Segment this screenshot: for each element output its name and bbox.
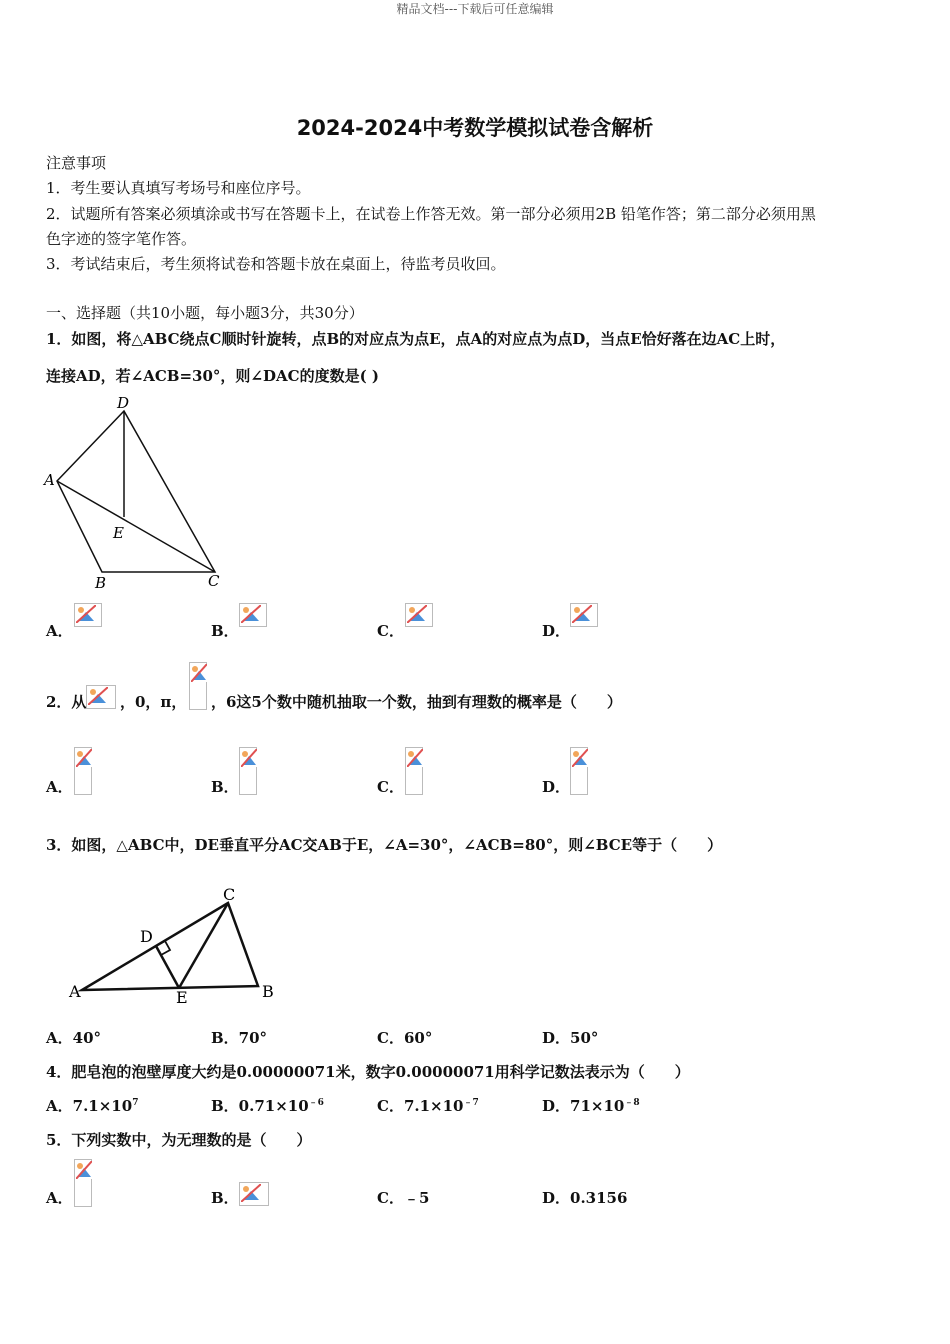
image-placeholder-icon	[74, 603, 102, 627]
q1-option-c[interactable]: C．	[377, 622, 404, 640]
notice-item-3: 3．考试结束后，考生须将试卷和答题卡放在桌面上，待监考员收回。	[46, 255, 506, 273]
image-placeholder-icon	[189, 662, 207, 710]
q3-figure	[60, 880, 290, 1010]
q1-option-a[interactable]: A．	[46, 622, 73, 640]
image-placeholder-icon	[570, 747, 588, 795]
q3-fig-label-a: A	[69, 982, 81, 1001]
page-header: 精品文档---下载后可任意编辑	[396, 2, 554, 16]
notice-item-1: 1．考生要认真填写考场号和座位序号。	[46, 179, 311, 197]
q3-fig-label-b: B	[262, 982, 274, 1001]
q5-text: 5．下列实数中，为无理数的是（ ）	[46, 1131, 312, 1149]
q1-option-d[interactable]: D．	[542, 622, 571, 640]
q2-text-prefix: 2．从	[46, 693, 87, 711]
q3-fig-label-c: C	[223, 885, 236, 904]
q3-option-a[interactable]: A．40°	[46, 1029, 102, 1047]
image-placeholder-icon	[74, 747, 92, 795]
q4-option-d[interactable]: D．$71\times 10^{﹣8}$	[542, 1097, 640, 1115]
notice-item-2: 2．试题所有答案必须填涂或书写在答题卡上，在试卷上作答无效。第一部分必须用2B 铅笔作答；第二部分必须用黑	[46, 205, 816, 223]
q5-option-c[interactable]: C．﹣5	[377, 1189, 430, 1207]
q3-text: 3．如图，△ABC中，DE垂直平分AC交AB于E，∠A=30°，∠ACB=80°，则∠BCE等于（ ）	[46, 836, 723, 854]
q5-option-d[interactable]: D．0.3156	[542, 1189, 628, 1207]
q3-option-c[interactable]: C．60°	[377, 1029, 433, 1047]
q1-figure	[40, 392, 230, 592]
q4-option-a[interactable]: A．$7.1\times 10^7$	[46, 1097, 139, 1115]
image-placeholder-icon	[74, 1159, 92, 1207]
q5-option-b[interactable]: B．	[211, 1189, 239, 1207]
q2-option-b[interactable]: B．	[211, 778, 239, 796]
q3-fig-label-e: E	[176, 988, 188, 1007]
q1-text-line1: 1．如图，将△ABC绕点C顺时针旋转，点B的对应点为点E，点A的对应点为点D，当点E恰好落在边AC上时，	[46, 330, 786, 348]
image-placeholder-icon	[239, 747, 257, 795]
q1-text-line2: 连接AD，若∠ACB=30°，则∠DAC的度数是( )	[46, 367, 379, 385]
q1-fig-label-c: C	[208, 572, 220, 590]
q1-fig-label-a: A	[44, 471, 55, 489]
image-placeholder-icon	[405, 747, 423, 795]
image-placeholder-icon	[239, 603, 267, 627]
q4-option-c[interactable]: C．$7.1\times 10^{﹣7}$	[377, 1097, 479, 1115]
image-placeholder-icon	[405, 603, 433, 627]
q3-fig-label-d: D	[140, 927, 153, 946]
q3-option-b[interactable]: B．70°	[211, 1029, 268, 1047]
notice-item-2-cont: 色字迹的签字笔作答。	[46, 230, 197, 248]
q1-fig-label-b: B	[95, 574, 107, 592]
page-title: 2024-2024中考数学模拟试卷含解析	[296, 116, 654, 140]
image-placeholder-icon	[86, 685, 116, 709]
q4-option-b[interactable]: B．$0.71\times 10^{﹣6}$	[211, 1097, 324, 1115]
q2-option-a[interactable]: A．	[46, 778, 73, 796]
notice-heading: 注意事项	[46, 154, 107, 172]
image-placeholder-icon	[239, 1182, 269, 1206]
q2-text-suffix: ，6这5个数中随机抽取一个数，抽到有理数的概率是（ ）	[211, 693, 622, 711]
q3-option-d[interactable]: D．50°	[542, 1029, 599, 1047]
section-heading: 一、选择题（共10小题，每小题3分，共30分）	[46, 304, 364, 322]
q2-option-c[interactable]: C．	[377, 778, 404, 796]
q2-text-mid: ，0，π，	[120, 693, 187, 711]
q1-fig-label-e: E	[113, 524, 124, 542]
q4-text: 4．肥皂泡的泡壁厚度大约是0.00000071米，数字0.00000071用科学记数法表示为（ ）	[46, 1063, 690, 1081]
q5-option-a[interactable]: A．	[46, 1189, 73, 1207]
q1-fig-label-d: D	[117, 394, 130, 412]
q2-option-d[interactable]: D．	[542, 778, 571, 796]
q1-option-b[interactable]: B．	[211, 622, 239, 640]
image-placeholder-icon	[570, 603, 598, 627]
